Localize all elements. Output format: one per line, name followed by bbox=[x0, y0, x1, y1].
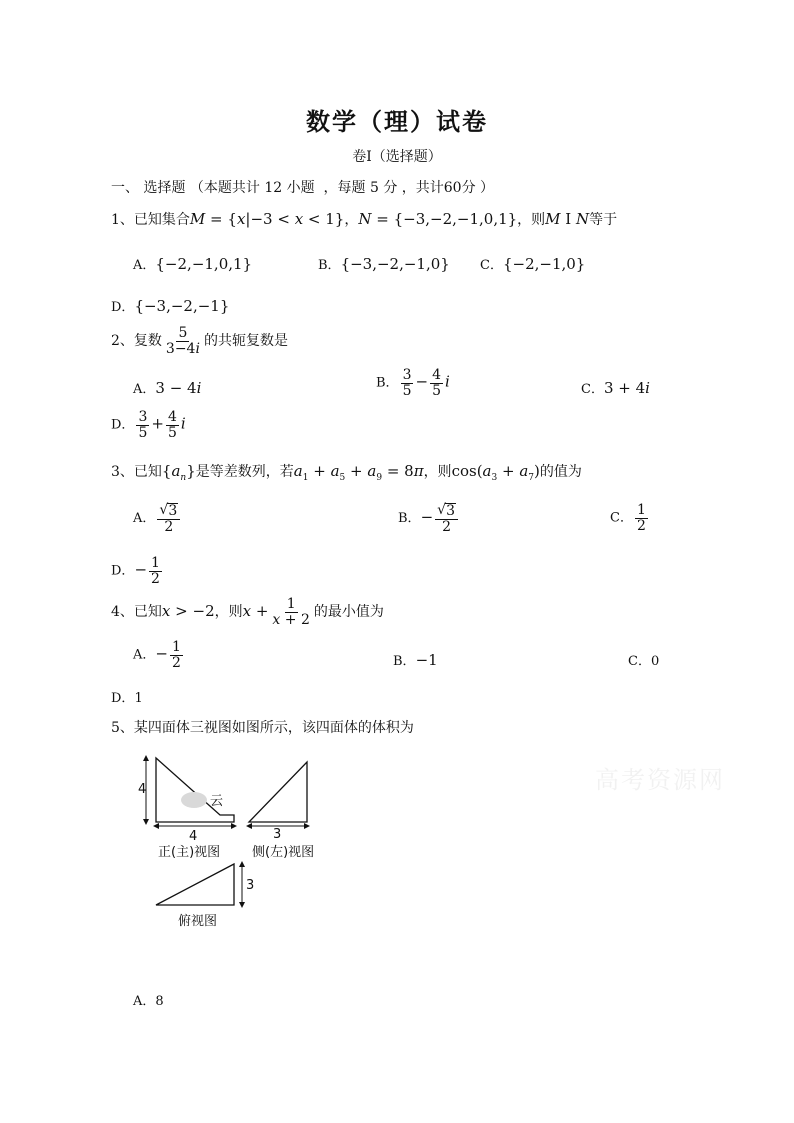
question-5: 5、某四面体三视图如图所示，该四面体的体积为 bbox=[111, 720, 414, 736]
smudge-mark bbox=[181, 792, 207, 808]
question-3: 3、已知$\{a_n\}$是等差数列，若$a_1 + a_5 + a_9 = 8\pi$，则$\cos(a_3 + a_7)$的值为 bbox=[111, 462, 582, 483]
q1-option-b[interactable]: B．{−3,−2,−1,0} bbox=[318, 255, 450, 273]
side-view-shape bbox=[249, 762, 307, 822]
q1-suffix: 等于 bbox=[589, 212, 618, 228]
q3-option-a[interactable]: A． √ 3 2 bbox=[133, 503, 182, 534]
q2-option-a[interactable]: A．3 − 4i bbox=[133, 379, 202, 397]
page-subtitle: 卷Ⅰ（选择题） bbox=[352, 149, 442, 165]
q1-set-m: M = {x|−3 < x < 1} bbox=[189, 210, 345, 228]
q1-option-d[interactable]: D．{−3,−2,−1} bbox=[111, 297, 230, 315]
q1-option-c[interactable]: C．{−2,−1,0} bbox=[480, 255, 586, 273]
watermark: 高考资源网 bbox=[595, 766, 725, 794]
q2-option-b[interactable]: B． $\frac{3}{5}$ − $\frac{4}{5}$ i bbox=[376, 367, 450, 399]
q4-option-b[interactable]: B．−1 bbox=[393, 651, 438, 669]
q1-then: ，则 bbox=[517, 212, 546, 228]
front-height-label: 4 bbox=[138, 782, 147, 797]
q1-sep: ， bbox=[344, 212, 359, 228]
q2-fraction: $\frac{5}{3-4i}$ bbox=[165, 325, 200, 357]
page-title: 数学（理）试卷 bbox=[306, 107, 488, 136]
q5-option-a[interactable]: A．8 bbox=[133, 994, 164, 1009]
side-view-label: 侧(左)视图 bbox=[252, 845, 315, 860]
three-view-figure bbox=[134, 752, 334, 932]
front-width-label: 4 bbox=[189, 829, 198, 844]
q1-prefix: 1、已知集合 bbox=[111, 212, 190, 228]
question-1 bbox=[111, 209, 617, 229]
q3-option-d[interactable]: D．− $\frac{1}{2}$ bbox=[111, 555, 160, 587]
top-height-label: 3 bbox=[246, 878, 255, 893]
question-2: 2、复数 $\frac{5}{3-4i}$ 的共轭复数是 bbox=[111, 325, 288, 357]
q3-option-b[interactable]: B．− √ 3 2 bbox=[398, 503, 460, 534]
three-view-diagram bbox=[134, 752, 334, 932]
overlay-char: 云 bbox=[210, 794, 224, 809]
q1-option-a[interactable]: A．{−2,−1,0,1} bbox=[133, 255, 253, 273]
side-width-label: 3 bbox=[273, 827, 282, 842]
top-view-label: 俯视图 bbox=[178, 914, 218, 929]
q1-set-n: N = {−3,−2,−1,0,1} bbox=[358, 210, 518, 228]
q4-option-a[interactable]: A．− $\frac{1}{2}$ bbox=[133, 639, 181, 671]
q4-option-d[interactable]: D．1 bbox=[111, 691, 143, 706]
front-view-shape bbox=[156, 758, 234, 822]
q2-option-c[interactable]: C．3 + 4i bbox=[581, 379, 650, 397]
q2-option-d[interactable]: D． $\frac{3}{5}$ + $\frac{4}{5}$ i bbox=[111, 409, 186, 441]
section-heading: 一、 选择题 （本题共计 12 小题 ，每题 5 分 ，共计60分 ） bbox=[111, 180, 495, 196]
front-view-label: 正(主)视图 bbox=[158, 845, 221, 860]
question-4: 4、已知x > −2，则x + $\frac{1}{x + 2}$ 的最小值为 bbox=[111, 596, 384, 628]
q4-option-c[interactable]: C．0 bbox=[628, 654, 660, 669]
top-view-shape bbox=[156, 864, 234, 905]
q1-expr: M I N bbox=[545, 210, 590, 228]
q3-option-c[interactable]: C． $\frac{1}{2}$ bbox=[610, 502, 646, 534]
